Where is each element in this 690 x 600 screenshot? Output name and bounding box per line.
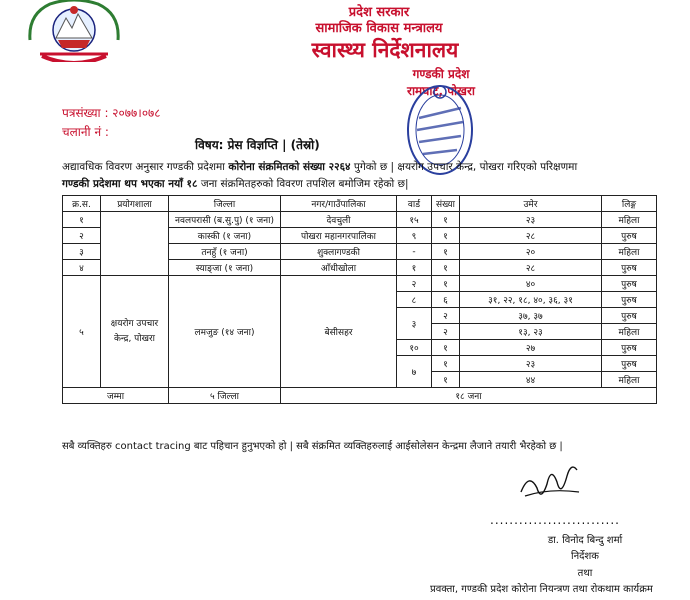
col-header-ward: वार्ड	[397, 196, 432, 212]
cell-count: २	[432, 324, 460, 340]
signatory-conjunction: तथा	[577, 568, 593, 579]
table-total-row	[63, 388, 657, 404]
subject-line: विषय: प्रेस विज्ञप्ति | (तेस्रो)	[195, 138, 320, 152]
cell-ward: -	[397, 244, 432, 260]
col-header-sn: क्र.स.	[63, 196, 101, 212]
cell-sex: महिला	[602, 244, 657, 260]
signatory-name: डा. विनोद बिन्दु शर्मा	[547, 535, 623, 546]
cell-ward: २	[397, 276, 432, 292]
cell-age: २३	[460, 212, 602, 228]
cell-sex: पुरुष	[602, 292, 657, 308]
cell-count: २	[432, 308, 460, 324]
cell-sex: पुरुष	[602, 308, 657, 324]
cell-district: कास्की (१ जना)	[169, 228, 281, 244]
cell-count: १	[432, 244, 460, 260]
cell-sex: पुरुष	[602, 260, 657, 276]
cell-municipality: आँधीखोला	[281, 260, 397, 276]
cell-total-people: १८ जना	[281, 388, 657, 404]
cell-age: ३७, ३७	[460, 308, 602, 324]
cell-count: १	[432, 212, 460, 228]
header-location: रामघाट, पोखरा	[407, 84, 475, 98]
cell-sn: २	[63, 228, 101, 244]
letter-number: पत्रसंख्या : २०७७।०७८	[62, 106, 161, 120]
intro-new-cases: गण्डकी प्रदेशमा थप भएका नयाँ १८	[62, 178, 198, 190]
cell-age: ४०	[460, 276, 602, 292]
contact-tracing-note: सबै व्यक्तिहरु contact tracing बाट पहिचान हुनुभएको हो | सबै संक्रमित व्यक्तिहरुलाई आईसोलेसन केन्द्रमा लैजाने तयारी भैरहेको छ |	[62, 441, 563, 452]
cell-municipality: पोखरा महानगरपालिका	[281, 228, 397, 244]
cell-age: २३	[460, 356, 602, 372]
cell-count: १	[432, 228, 460, 244]
cell-sex: महिला	[602, 324, 657, 340]
cell-sn: १	[63, 212, 101, 228]
cell-lab: क्षयरोग उपचार केन्द्र, पोखरा	[101, 276, 169, 388]
cell-count: १	[432, 356, 460, 372]
cell-sn: ५	[63, 276, 101, 388]
table-row	[63, 212, 657, 228]
cell-age: २७	[460, 340, 602, 356]
signatory-role: प्रवक्ता, गण्डकी प्रदेश कोरोना नियन्त्रण तथा रोकथाम कार्यक्रम	[430, 584, 653, 595]
cell-sex: पुरुष	[602, 276, 657, 292]
header-ministry: सामाजिक विकास मन्त्रालय	[315, 21, 443, 36]
cell-total-label: जम्मा	[63, 388, 169, 404]
cell-age: ३१, २२, १८, ४०, ३६, ३१	[460, 292, 602, 308]
cell-sex: पुरुष	[602, 356, 657, 372]
cell-age: २८	[460, 260, 602, 276]
cell-total-districts: ५ जिल्ला	[169, 388, 281, 404]
cell-sex: पुरुष	[602, 228, 657, 244]
cell-ward: ७	[397, 356, 432, 388]
cell-district: तनहुँ (१ जना)	[169, 244, 281, 260]
cell-age: ४४	[460, 372, 602, 388]
cell-count: ६	[432, 292, 460, 308]
intro-text: अद्यावधिक विवरण अनुसार गण्डकी प्रदेशमा	[62, 161, 226, 173]
cell-count: १	[432, 372, 460, 388]
col-header-sex: लिङ्ग	[602, 196, 657, 212]
cell-sn: ३	[63, 244, 101, 260]
cell-sex: पुरुष	[602, 340, 657, 356]
cell-ward: १	[397, 260, 432, 276]
cell-sex: महिला	[602, 212, 657, 228]
cell-ward: ९	[397, 228, 432, 244]
signatory-title: निर्देशक	[571, 551, 599, 562]
table-header-row	[63, 196, 657, 212]
cell-municipality: शुक्लागण्डकी	[281, 244, 397, 260]
cell-age: १३, २३	[460, 324, 602, 340]
cell-municipality: देवचुली	[281, 212, 397, 228]
signature-icon	[515, 458, 585, 508]
cell-count: १	[432, 276, 460, 292]
cell-sex: महिला	[602, 372, 657, 388]
intro-total-cases: कोरोना संक्रमितको संख्या २२६४	[228, 161, 351, 173]
col-header-municipality: नगर/गाउँपालिका	[281, 196, 397, 212]
cell-district: लमजुङ (१४ जना)	[169, 276, 281, 388]
cell-district: नवलपरासी (ब.सु.पु) (१ जना)	[169, 212, 281, 228]
cell-ward: ३	[397, 308, 432, 340]
cell-ward: १०	[397, 340, 432, 356]
intro-text: जना संक्रमितहरुको विवरण तपशिल बमोजिम रहेको छ|	[200, 178, 409, 190]
cell-district: स्याङ्जा (१ जना)	[169, 260, 281, 276]
cell-lab-blank	[101, 212, 169, 276]
cell-count: १	[432, 340, 460, 356]
cell-age: २०	[460, 244, 602, 260]
intro-line-1	[62, 160, 577, 174]
signature-line: ...........................	[490, 513, 620, 527]
cell-ward: १५	[397, 212, 432, 228]
cell-municipality: बेसीसहर	[281, 276, 397, 388]
intro-text: पुगेको छ | क्षयरोग उपचार केन्द्र, पोखरा गरिएको परिक्षणमा	[353, 161, 578, 173]
cell-age: २८	[460, 228, 602, 244]
col-header-lab: प्रयोगशाला	[101, 196, 169, 212]
table-row	[63, 276, 657, 292]
header-directorate: स्वास्थ्य निर्देशनालय	[311, 38, 459, 62]
cell-ward: ८	[397, 292, 432, 308]
cell-count: १	[432, 260, 460, 276]
col-header-count: संख्या	[432, 196, 460, 212]
intro-line-2	[62, 177, 409, 191]
dispatch-number: चलानी नं :	[62, 125, 109, 139]
header-province-gov: प्रदेश सरकार	[348, 5, 410, 20]
header-province-name: गण्डकी प्रदेश	[412, 67, 470, 81]
cell-sn: ४	[63, 260, 101, 276]
cases-table	[62, 195, 657, 404]
col-header-district: जिल्ला	[169, 196, 281, 212]
col-header-age: उमेर	[460, 196, 602, 212]
